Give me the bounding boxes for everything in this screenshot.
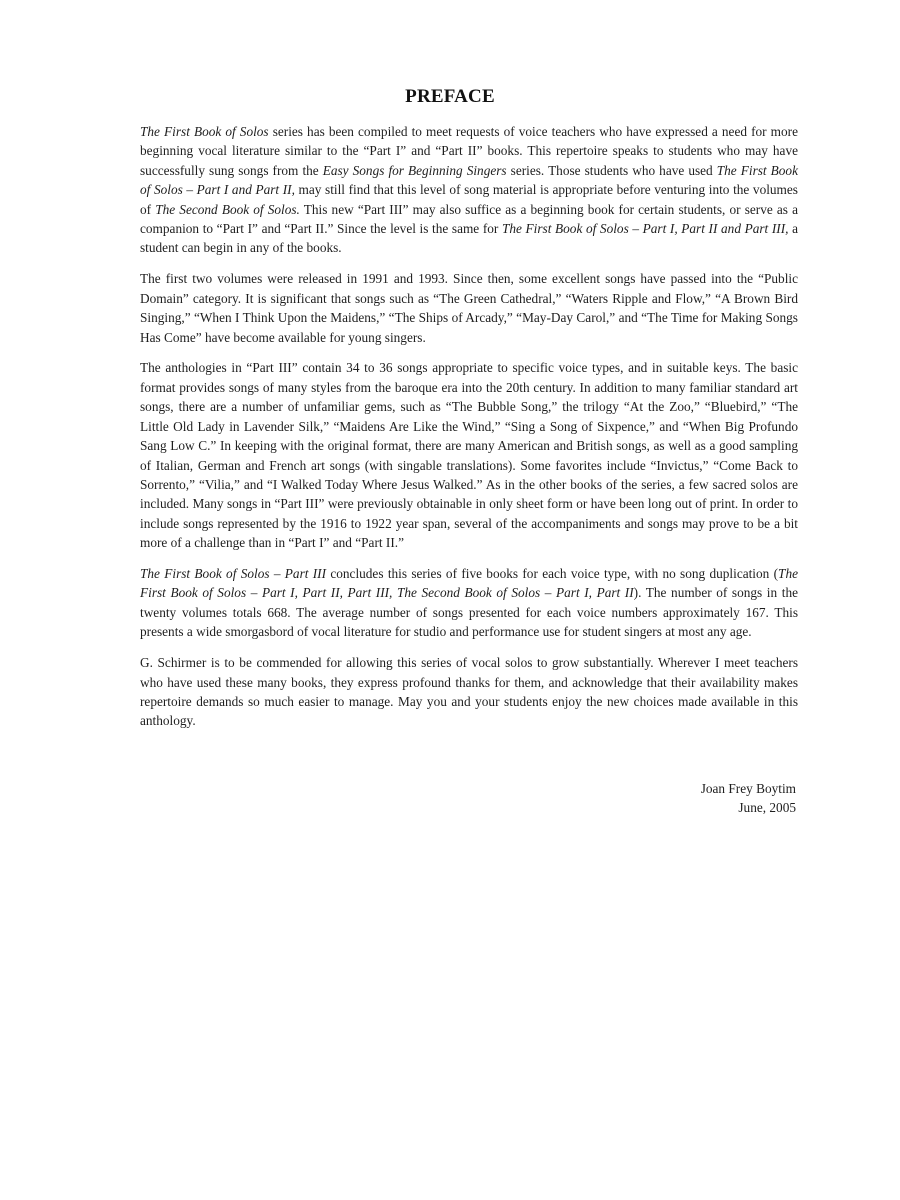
- paragraph: [140, 358, 798, 552]
- text-run: G. Schirmer is to be commended for allowing this series of vocal solos to grow substantially. Wherever I meet teachers who have used these many books, they express profound thanks for them, and acknowledge that their availability makes repertoire demands so much easier to manage. May you and your students enjoy the new choices made available in this anthology.: [140, 655, 798, 729]
- signature-block: [701, 779, 796, 818]
- text-run: series. Those students who have used: [506, 162, 717, 178]
- paragraph: [140, 269, 798, 347]
- paragraph: [140, 564, 798, 642]
- italic-text: The Second Book of Solos.: [155, 201, 300, 217]
- text-run: The anthologies in “Part III” contain 34 to 36 songs appropriate to specific voice types, and in suitable keys. The basic format provides songs of many styles from the baroque era into the 20th century. In addition to many familiar standard art songs, there are a number of unfamiliar gems, such as “The Bubble Song,” the trilogy “At the Zoo,” “Bluebird,” “The Little Old Lady in Lavender Silk,” “Maidens Are Like the Wind,” “Sing a Song of Sixpence,” and “When Big Profundo Sang Low C.” In keeping with the original format, there are many American and British songs, as well as a good sampling of Italian, German and French art songs (with singable translations). Some favorites include “Invictus,” “Come Back to Sorrento,” “Vilia,” and “I Walked Today Where Jesus Walked.” As in the other books of the series, a few sacred solos are included. Many songs in “Part III” were previously obtainable in only sheet form or have been long out of print. In order to include songs represented by the 1916 to 1922 year span, several of the accompaniments and songs may prove to be a bit more of a challenge than in “Part I” and “Part II.”: [140, 360, 798, 551]
- text-run: may still find that this level of song material is appropriate before venturing into the volumes of: [140, 182, 798, 217]
- page-title: PREFACE: [405, 86, 495, 107]
- italic-text: The First Book of Solos – Part I and Part II,: [140, 162, 798, 198]
- italic-text: The First Book of Solos – Part I, Part II, Part III, The Second Book of Solos – Part I, Part II: [140, 566, 798, 601]
- text-run: This new “Part III” may also suffice as a beginning book for certain students, or serve as a companion to “Part I” and “Part II.” Since the level is the same for: [140, 201, 798, 237]
- signature-date: June, 2005: [738, 800, 796, 816]
- paragraph: [140, 122, 798, 258]
- italic-text: The First Book of Solos – Part I, Part II and Part III,: [501, 221, 789, 237]
- paragraph: [140, 653, 798, 731]
- text-run: ). The number of songs in the twenty volumes totals 668. The average number of songs presented for each voice numbers approximately 167. This presents a wide smorgasbord of vocal literature for studio and performance use for student singers at most any age.: [140, 585, 798, 640]
- italic-text: Easy Songs for Beginning Singers: [322, 162, 507, 178]
- italic-text: The First Book of Solos – Part III: [140, 566, 327, 582]
- text-run: concludes this series of five books for each voice type, with no song duplication (: [326, 566, 779, 582]
- text-run: The first two volumes were released in 1991 and 1993. Since then, some excellent songs have passed into the “Public Domain” category. It is significant that songs such as “The Green Cathedral,” “Waters Ripple and Flow,” “A Brown Bird Singing,” “When I Think Upon the Maidens,” “The Ships of Arcady,” “May-Day Carol,” and “The Time for Making Songs Has Come” have become available for young singers.: [140, 271, 798, 345]
- author-name: Joan Frey Boytim: [700, 781, 796, 796]
- text-run: a student can begin in any of the books.: [140, 221, 798, 256]
- italic-text: The First Book of Solos: [140, 124, 269, 139]
- preface-body: [140, 122, 798, 742]
- text-run: series has been compiled to meet requests of voice teachers who have expressed a need for more beginning vocal literature similar to the “Part I” and “Part II” books. This repertoire speaks to students who may have successfully sung songs from the: [140, 124, 798, 178]
